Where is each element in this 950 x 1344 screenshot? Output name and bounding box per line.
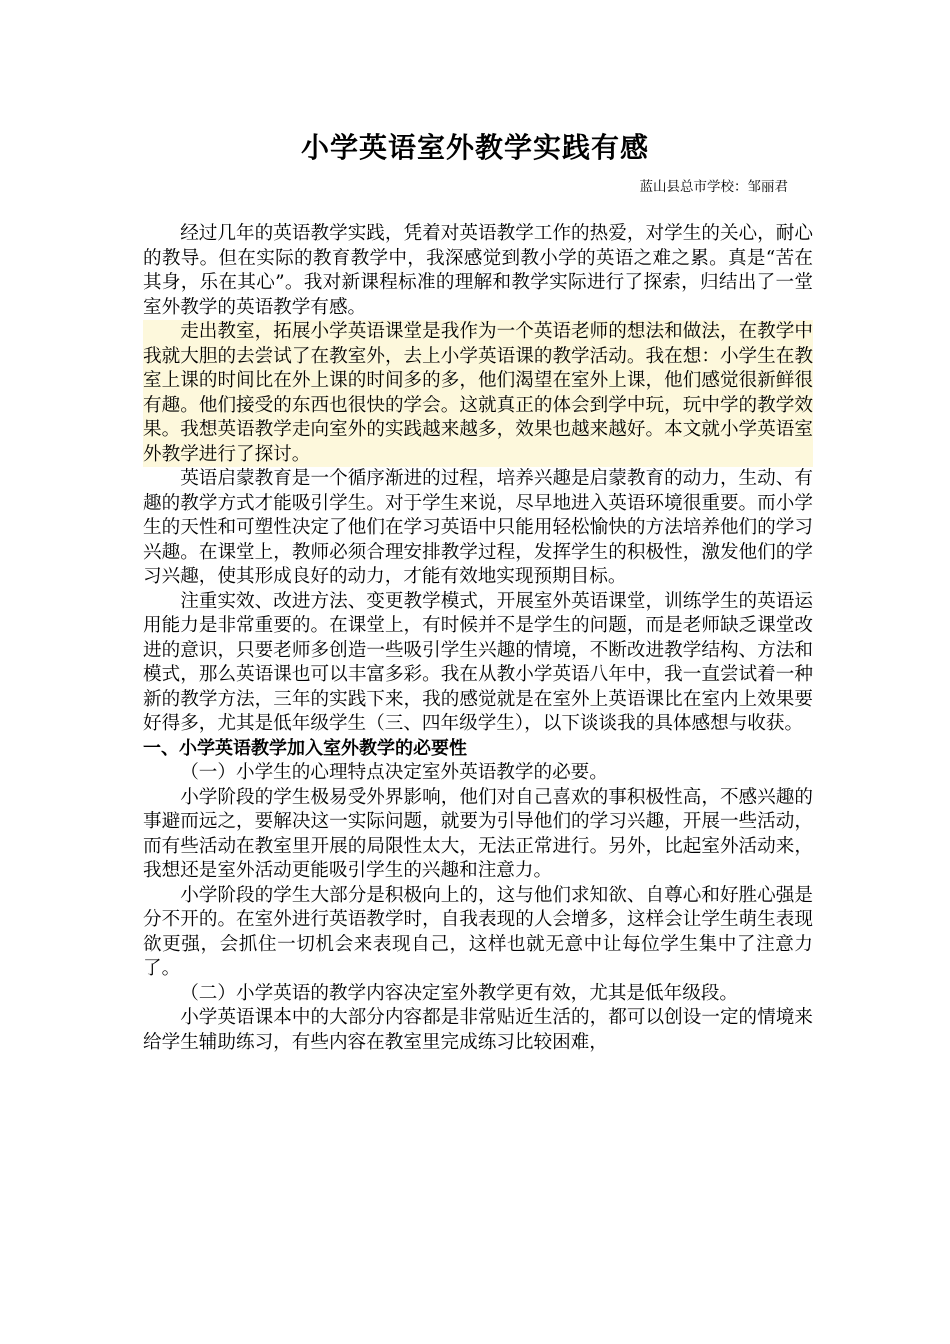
paragraph-intro: 经过几年的英语教学实践，凭着对英语教学工作的热爱，对学生的关心，耐心的教导。但在实际的教育教学中，我深感觉到教小学的英语之难之累。真是“苦在其身，乐在其心”。我对新课程标准的理解和教学实际进行了探索，归结出了一堂室外教学的英语教学有感。 [143,223,813,318]
document-body [143,222,813,1055]
subsection-heading: （一）小学生的心理特点决定室外英语教学的必要。 [180,762,608,783]
section-heading: 一、小学英语教学加入室外教学的必要性 [143,737,467,759]
paragraph: 注重实效、改进方法、变更教学模式，开展室外英语课堂，训练学生的英语运用能力是非常重要的。在课堂上，有时候并不是学生的问题，而是老师缺乏课堂改进的意识，只要老师多创造一些吸引学生兴趣的情境，不断改进教学结构、方法和模式，那么英语课也可以丰富多彩。我在从教小学英语八年中，我一直尝试着一种新的教学方法，三年的实践下来，我的感觉就是在室外上英语课比在室内上效果要好得多，尤其是低年级学生（三、四年级学生），以下谈谈我的具体感想与收获。 [143,590,813,734]
paragraph: 小学阶段的学生大部分是积极向上的，这与他们求知欲、自尊心和好胜心强是分不开的。在室外进行英语教学时，自我表现的人会增多，这样会让学生萌生表现欲更强，会抓住一切机会来表现自己，这样也就无意中让每位学生集中了注意力了。 [143,884,813,979]
subsection-heading: （二）小学英语的教学内容决定室外教学更有效，尤其是低年级段。 [180,982,739,1004]
document-title: 小学英语室外教学实践有感 [300,131,649,164]
author-byline: 蓝山县总市学校：邹丽君 [639,179,788,195]
paragraph: 小学阶段的学生极易受外界影响，他们对自己喜欢的事积极性高，不感兴趣的事避而远之，要解决这一实际问题，就要为引导他们的学习兴趣，开展一些活动，而有些活动在教室里开展的局限性太大，无法正常进行。另外，比起室外活动来，我想还是室外活动更能吸引学生的兴趣和注意力。 [143,786,813,881]
paragraph-highlighted: 走出教室，拓展小学英语课堂是我作为一个英语老师的想法和做法，在教学中我就大胆的去尝试了在教室外，去上小学英语课的教学活动。我在想：小学生在教室上课的时间比在外上课的时间多的多，他们渴望在室外上课，他们感觉很新鲜很有趣。他们接受的东西也很快的学会。这就真正的体会到学中玩，玩中学的教学效果。我想英语教学走向室外的实践越来越多，效果也越来越好。本文就小学英语室外教学进行了探讨。 [143,320,813,467]
paragraph: 小学英语课本中的大部分内容都是非常贴近生活的，都可以创设一定的情境来给学生辅助练习，有些内容在教室里完成练习比较困难， [143,1007,813,1053]
paragraph: 英语启蒙教育是一个循序渐进的过程，培养兴趣是启蒙教育的动力，生动、有趣的教学方式才能吸引学生。对于学生来说，尽早地进入英语环境很重要。而小学生的天性和可塑性决定了他们在学习英语中只能用轻松愉快的方法培养他们的学习兴趣。在课堂上，教师必须合理安排教学过程，发挥学生的积极性，激发他们的学习兴趣，使其形成良好的动力，才能有效地实现预期目标。 [143,468,813,587]
